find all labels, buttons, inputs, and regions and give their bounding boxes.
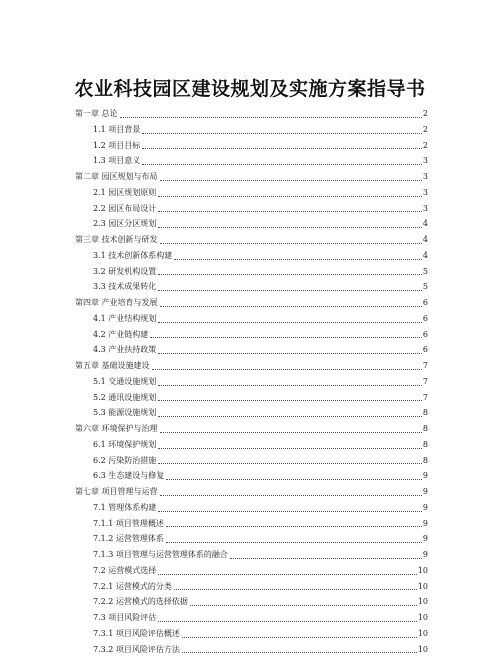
toc-section-entry[interactable] — [75, 563, 428, 579]
toc-page-number: 4 — [423, 216, 428, 232]
toc-page-number: 7 — [423, 358, 428, 374]
toc-entry-label: 2.3 园区分区规划 — [93, 216, 156, 232]
toc-chapter-entry[interactable] — [75, 484, 428, 500]
toc-dot-leader — [158, 211, 422, 212]
toc-dot-leader — [158, 353, 422, 354]
toc-section-entry[interactable] — [75, 516, 428, 532]
toc-dot-leader — [182, 637, 417, 638]
toc-dot-leader — [182, 652, 417, 653]
toc-entry-label: 6.2 污染防治措施 — [93, 453, 156, 469]
toc-section-entry[interactable] — [75, 342, 428, 358]
toc-dot-leader — [158, 400, 422, 401]
toc-section-entry[interactable] — [75, 185, 428, 201]
toc-section-entry[interactable] — [75, 248, 428, 264]
toc-entry-label: 3.2 研发机构设置 — [93, 264, 156, 280]
toc-dot-leader — [174, 259, 422, 260]
toc-section-entry[interactable] — [75, 216, 428, 232]
toc-entry-label: 6.3 生态建设与修复 — [93, 468, 164, 484]
toc-page-number: 9 — [423, 531, 428, 547]
toc-section-entry[interactable] — [75, 626, 428, 642]
toc-page-number: 10 — [418, 626, 428, 642]
toc-entry-label: 第三章 技术创新与研发 — [75, 232, 158, 248]
toc-dot-leader — [166, 542, 422, 543]
toc-dot-leader — [158, 196, 422, 197]
toc-page-number: 3 — [423, 201, 428, 217]
toc-section-entry[interactable] — [75, 279, 428, 295]
toc-page-number: 10 — [418, 610, 428, 626]
toc-page-number: 3 — [423, 185, 428, 201]
toc-entry-label: 7.1.2 运营管理体系 — [93, 531, 164, 547]
toc-dot-leader — [174, 589, 417, 590]
toc-entry-label: 7.3.1 项目风险评估概述 — [93, 626, 180, 642]
toc-section-entry[interactable] — [75, 579, 428, 595]
toc-entry-label: 3.1 技术创新体系构建 — [93, 248, 172, 264]
toc-page-number: 8 — [423, 405, 428, 421]
toc-dot-leader — [166, 526, 422, 527]
toc-page-number: 8 — [423, 437, 428, 453]
toc-entry-label: 第六章 环境保护与治理 — [75, 421, 158, 437]
toc-chapter-entry[interactable] — [75, 295, 428, 311]
toc-entry-label: 4.3 产业扶持政策 — [93, 342, 156, 358]
toc-entry-label: 5.2 通讯设施规划 — [93, 390, 156, 406]
toc-entry-label: 第一章 总论 — [75, 106, 118, 122]
toc-page-number: 6 — [423, 342, 428, 358]
toc-chapter-entry[interactable] — [75, 421, 428, 437]
toc-section-entry[interactable] — [75, 405, 428, 421]
toc-dot-leader — [160, 306, 422, 307]
toc-page-number: 9 — [423, 516, 428, 532]
toc-page-number: 5 — [423, 279, 428, 295]
toc-page-number: 4 — [423, 248, 428, 264]
toc-entry-label: 第二章 园区规划与布局 — [75, 169, 158, 185]
toc-entry-label: 1.3 项目意义 — [93, 153, 140, 169]
toc-section-entry[interactable] — [75, 390, 428, 406]
toc-entry-label: 第四章 产业培育与发展 — [75, 295, 158, 311]
toc-section-entry[interactable] — [75, 311, 428, 327]
toc-dot-leader — [142, 164, 422, 165]
toc-page-number: 9 — [423, 484, 428, 500]
toc-dot-leader — [158, 385, 422, 386]
toc-dot-leader — [158, 416, 422, 417]
toc-dot-leader — [142, 133, 422, 134]
toc-entry-label: 2.1 园区规划原则 — [93, 185, 156, 201]
toc-page-number: 4 — [423, 232, 428, 248]
document-title: 农业科技园区建设规划及实施方案指导书 — [0, 74, 500, 101]
toc-entry-label: 7.1.1 项目管理概述 — [93, 516, 164, 532]
toc-page-number: 10 — [418, 642, 428, 657]
toc-page-number: 10 — [418, 579, 428, 595]
toc-section-entry[interactable] — [75, 327, 428, 343]
toc-page-number: 9 — [423, 547, 428, 563]
toc-chapter-entry[interactable] — [75, 169, 428, 185]
toc-entry-label: 第五章 基础设施建设 — [75, 358, 150, 374]
toc-section-entry[interactable] — [75, 642, 428, 657]
toc-entry-label: 5.3 能源设施规划 — [93, 405, 156, 421]
toc-dot-leader — [158, 511, 422, 512]
toc-entry-label: 7.1 管理体系构建 — [93, 500, 156, 516]
table-of-contents — [75, 106, 428, 657]
toc-section-entry[interactable] — [75, 531, 428, 547]
toc-section-entry[interactable] — [75, 138, 428, 154]
toc-section-entry[interactable] — [75, 468, 428, 484]
toc-dot-leader — [158, 274, 422, 275]
toc-entry-label: 7.2.2 运营模式的选择依据 — [93, 594, 188, 610]
toc-entry-label: 1.2 项目目标 — [93, 138, 140, 154]
toc-page-number: 9 — [423, 500, 428, 516]
toc-section-entry[interactable] — [75, 374, 428, 390]
toc-page-number: 6 — [423, 295, 428, 311]
toc-page-number: 6 — [423, 311, 428, 327]
toc-page-number: 9 — [423, 468, 428, 484]
toc-page-number: 3 — [423, 169, 428, 185]
toc-dot-leader — [160, 243, 422, 244]
toc-page-number: 5 — [423, 264, 428, 280]
toc-chapter-entry[interactable] — [75, 358, 428, 374]
toc-section-entry[interactable] — [75, 453, 428, 469]
toc-entry-label: 7.1.3 项目管理与运营管理体系的融合 — [93, 547, 228, 563]
toc-page-number: 7 — [423, 374, 428, 390]
toc-page-number: 3 — [423, 153, 428, 169]
toc-entry-label: 4.1 产业结构规划 — [93, 311, 156, 327]
toc-section-entry[interactable] — [75, 500, 428, 516]
toc-section-entry[interactable] — [75, 547, 428, 563]
toc-entry-label: 第七章 项目管理与运营 — [75, 484, 158, 500]
toc-dot-leader — [158, 463, 422, 464]
toc-entry-label: 7.2 运营模式选择 — [93, 563, 156, 579]
toc-entry-label: 6.1 环境保护规划 — [93, 437, 156, 453]
toc-section-entry[interactable] — [75, 594, 428, 610]
toc-dot-leader — [158, 448, 422, 449]
toc-dot-leader — [160, 432, 422, 433]
toc-chapter-entry[interactable] — [75, 106, 428, 122]
toc-section-entry[interactable] — [75, 264, 428, 280]
toc-dot-leader — [230, 558, 422, 559]
toc-dot-leader — [160, 180, 422, 181]
toc-dot-leader — [158, 322, 422, 323]
toc-entry-label: 7.2.1 运营模式的分类 — [93, 579, 172, 595]
toc-dot-leader — [158, 621, 417, 622]
toc-entry-label: 2.2 园区布局设计 — [93, 201, 156, 217]
toc-page-number: 10 — [418, 594, 428, 610]
toc-entry-label: 4.2 产业链构建 — [93, 327, 148, 343]
toc-dot-leader — [120, 117, 422, 118]
toc-dot-leader — [190, 605, 417, 606]
toc-dot-leader — [160, 495, 422, 496]
toc-section-entry[interactable] — [75, 437, 428, 453]
toc-chapter-entry[interactable] — [75, 232, 428, 248]
toc-section-entry[interactable] — [75, 610, 428, 626]
toc-dot-leader — [152, 369, 422, 370]
toc-page-number: 2 — [423, 106, 428, 122]
toc-dot-leader — [166, 479, 422, 480]
toc-section-entry[interactable] — [75, 153, 428, 169]
toc-section-entry[interactable] — [75, 201, 428, 217]
toc-entry-label: 1.1 项目背景 — [93, 122, 140, 138]
toc-page-number: 10 — [418, 563, 428, 579]
toc-page-number: 8 — [423, 453, 428, 469]
toc-entry-label: 3.3 技术成果转化 — [93, 279, 156, 295]
toc-dot-leader — [158, 574, 417, 575]
toc-entry-label: 7.3 项目风险评估 — [93, 610, 156, 626]
toc-dot-leader — [158, 290, 422, 291]
toc-page-number: 6 — [423, 327, 428, 343]
toc-dot-leader — [158, 227, 422, 228]
toc-section-entry[interactable] — [75, 122, 428, 138]
toc-page-number: 2 — [423, 138, 428, 154]
toc-page-number: 2 — [423, 122, 428, 138]
toc-entry-label: 5.1 交通设施规划 — [93, 374, 156, 390]
toc-dot-leader — [150, 337, 422, 338]
toc-dot-leader — [142, 148, 422, 149]
toc-page-number: 7 — [423, 390, 428, 406]
toc-entry-label: 7.3.2 项目风险评估方法 — [93, 642, 180, 657]
toc-page-number: 8 — [423, 421, 428, 437]
